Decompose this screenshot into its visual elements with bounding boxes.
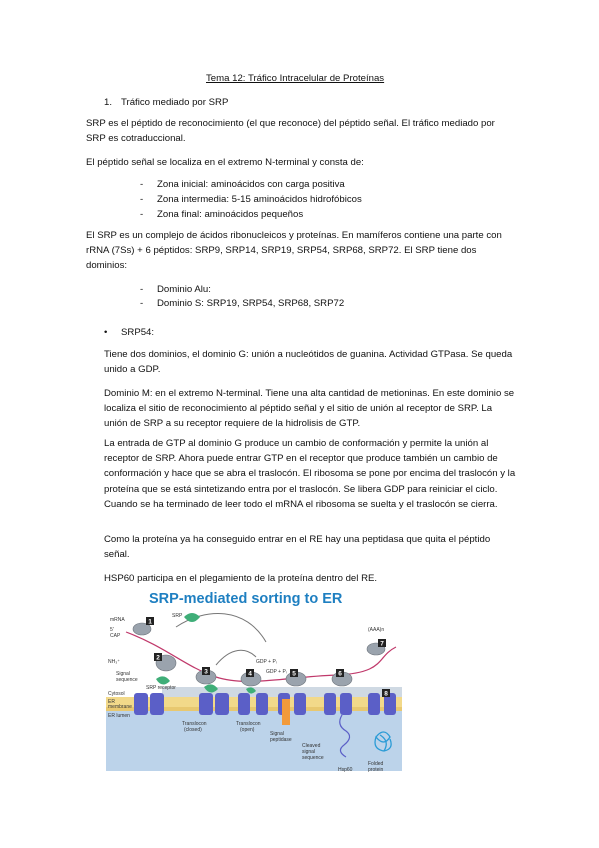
- folded-protein-label: Folded: [368, 761, 384, 767]
- cytosol-label: Cytosol: [108, 691, 125, 697]
- gdp-pi-label: GDP + Pᵢ: [256, 659, 277, 665]
- list-bullet-dash: -: [140, 284, 144, 295]
- intro-paragraph: SRP es el péptido de reconocimiento (el que reconoce) del péptido señal. El tráfico mediado por SRP es cotraduccional.: [86, 118, 495, 145]
- cap-label: 5': [110, 627, 114, 633]
- step-1: 1: [148, 618, 152, 626]
- list-bullet-dash: -: [140, 209, 144, 220]
- srp54-paragraph: Dominio M: en el extremo N-terminal. Tiene una alta cantidad de metioninas. En este dominio se localiza el sitio de reconocimiento al péptido señal y el sitio de unión al receptor de SRP. La unión de SRP a su receptor requiere de la hidrolisis de GTP.: [104, 388, 515, 430]
- srp-receptor-label: SRP receptor: [146, 685, 176, 691]
- list-item: Dominio Alu:: [157, 284, 211, 295]
- er-lumen: [106, 711, 402, 771]
- figure-title: SRP-mediated sorting to ER: [149, 591, 343, 607]
- list-item: Dominio S: SRP19, SRP54, SRP68, SRP72: [157, 298, 345, 309]
- signal-lead: El péptido señal se localiza en el extremo N-terminal y consta de:: [86, 157, 364, 168]
- step-4: 4: [248, 670, 252, 678]
- svg-text:sequence: sequence: [302, 755, 324, 761]
- step-6: 6: [338, 670, 342, 678]
- srp-label: SRP: [172, 613, 183, 619]
- mrna-label: mRNA: [110, 617, 125, 623]
- srp-complex-paragraph: El SRP es un complejo de ácidos ribonucleicos y proteínas. En mamíferos contiene una parte con rRNA (7Ss) + 6 péptidos: SRP9, SRP14, SRP19, SRP54, SRP68, SRP72. El SRP tiene dos dominios:: [86, 230, 502, 272]
- list-item: Zona intermedia: 5-15 aminoácidos hidrofóbicos: [157, 194, 362, 205]
- nh3-label: NH₃⁺: [108, 659, 120, 665]
- srp54-paragraph: Como la proteína ya ha conseguido entrar en el RE hay una peptidasa que quita el péptido señal.: [104, 534, 491, 561]
- svg-text:sequence: sequence: [116, 677, 138, 683]
- step-number-labels: [148, 619, 388, 698]
- signal-sequence-label: Signal: [116, 671, 130, 677]
- signal-peptidase-label: Signal: [270, 731, 284, 737]
- srp54-heading: SRP54:: [121, 327, 155, 338]
- svg-text:peptidase: peptidase: [270, 737, 292, 743]
- svg-text:membrane: membrane: [108, 704, 132, 710]
- svg-text:(closed): (closed): [184, 727, 202, 733]
- step-7: 7: [380, 640, 384, 648]
- svg-text:CAP: CAP: [110, 633, 121, 639]
- svg-text:(open): (open): [240, 727, 255, 733]
- section-heading: Tráfico mediado por SRP: [121, 97, 229, 108]
- step-5: 5: [292, 670, 296, 678]
- srp54-paragraph: HSP60 participa en el plegamiento de la proteína dentro del RE.: [104, 573, 378, 584]
- figure-diagram: [106, 587, 402, 777]
- srp54-paragraph: Tiene dos dominios, el dominio G: unión a nucleótidos de guanina. Actividad GTPasa. Se queda unido a GDP.: [104, 349, 513, 376]
- page-title: Tema 12: Tráfico Intracelular de Proteínas: [206, 73, 385, 84]
- aaaan-label: (AAA)n: [368, 627, 385, 633]
- er-membrane-label: ER: [108, 699, 115, 705]
- list-bullet-dash: -: [140, 194, 144, 205]
- svg-text:protein: protein: [368, 767, 384, 773]
- list-item: Zona inicial: aminoácidos con carga positiva: [157, 179, 345, 190]
- bullet-dot: •: [104, 327, 108, 338]
- cleaved-signal-label: Cleaved: [302, 743, 321, 749]
- step-2: 2: [156, 654, 160, 662]
- srp-sorting-figure: [106, 587, 402, 777]
- list-bullet-dash: -: [140, 298, 144, 309]
- gdp-pi-label-2: GDP + Pᵢ: [266, 669, 287, 675]
- step-3: 3: [204, 668, 208, 676]
- hsp-label: Hsp60: [338, 767, 353, 773]
- er-lumen-label: ER lumen: [108, 713, 130, 719]
- srp54-paragraph: La entrada de GTP al dominio G produce un cambio de conformación y permite la unión al receptor de SRP. Ahora puede entrar GTP en el receptor que produce también un cambio de conformación y hace que se abra el traslocón. El ribosoma se pone por encima del traslocón y la proteína que se está sintetizando entra por el traslocón. Se libera GDP para reiniciar el ciclo. Cuando se ha terminado de leer todo el mRNA el ribosoma se suelta y el traslocón se cierra.: [104, 438, 516, 510]
- translocon-closed-label: Translocon: [182, 721, 207, 727]
- list-item: Zona final: aminoácidos pequeños: [157, 209, 304, 220]
- step-markers: [146, 617, 390, 697]
- list-bullet-dash: -: [140, 179, 144, 190]
- step-8: 8: [384, 690, 388, 698]
- section-number: 1.: [104, 97, 113, 108]
- signal-peptidase-shape: [282, 699, 290, 725]
- svg-text:signal: signal: [302, 749, 316, 755]
- translocon-open-label: Translocon: [236, 721, 261, 727]
